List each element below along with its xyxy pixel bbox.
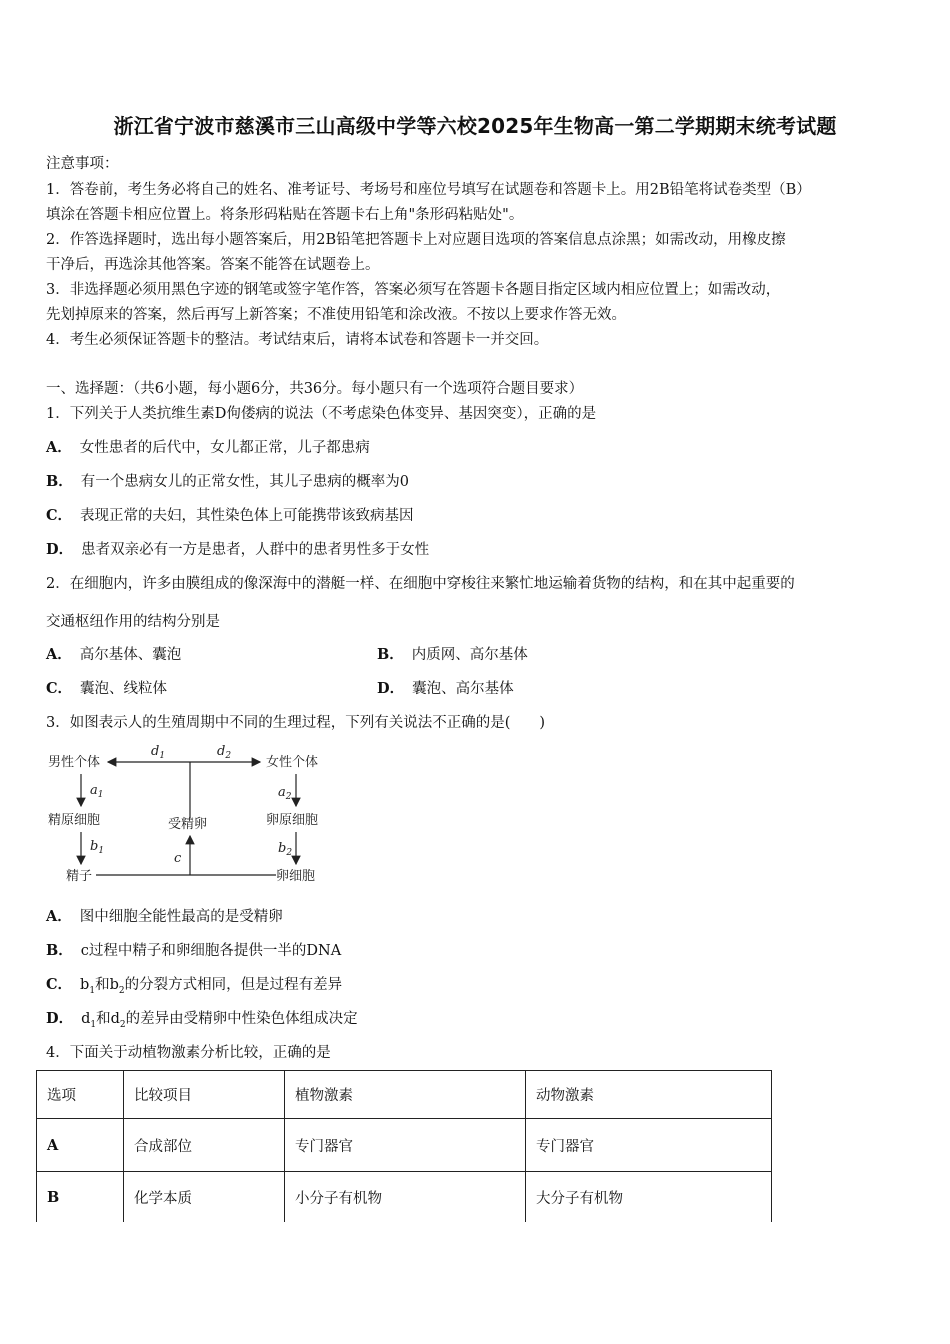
notice-line: 4．考生必须保证答题卡的整洁。考试结束后，请将本试卷和答题卡一并交回。 bbox=[46, 332, 549, 348]
option-label: D． bbox=[377, 680, 405, 697]
notice-line: 填涂在答题卡相应位置上。将条形码粘贴在答题卡右上角"条形码粘贴处"。 bbox=[46, 207, 524, 223]
notice-line: 干净后，再选涂其他答案。答案不能答在试题卷上。 bbox=[46, 257, 380, 273]
egg-cell: 卵细胞 bbox=[276, 869, 316, 884]
sperm: 精子 bbox=[66, 869, 93, 884]
option-text: 高尔基体、囊泡 bbox=[79, 647, 182, 663]
q1-option-c bbox=[46, 504, 414, 525]
option-label: C． bbox=[46, 976, 73, 993]
option-text: c过程中精子和卵细胞各提供一半的DNA bbox=[80, 943, 342, 959]
notice-heading: 注意事项： bbox=[46, 156, 119, 172]
option-label: B． bbox=[46, 473, 73, 490]
option-text: 囊泡、高尔基体 bbox=[412, 681, 514, 697]
notice-line: 2．作答选择题时，选出每小题答案后，用2B铅笔把答题卡上对应题目选项的答案信息点涂黑；如需改动，用橡皮擦 bbox=[46, 232, 786, 248]
table-header-cell: 选项 bbox=[37, 1071, 124, 1119]
option-label: A． bbox=[46, 646, 72, 663]
option-label: A． bbox=[46, 439, 72, 456]
b1-label: $b_1$ bbox=[90, 839, 105, 856]
option-text: $b_1$和$b_2$的分裂方式相同，但是过程有差异 bbox=[80, 977, 343, 996]
spermatogonium: 精原细胞 bbox=[48, 813, 101, 828]
table-cell: A bbox=[37, 1119, 124, 1172]
zygote: 受精卵 bbox=[168, 817, 208, 832]
notice-line: 3．非选择题必须用黑色字迹的钢笔或签字笔作答，答案必须写在答题卡各题目指定区域内相应位置上；如需改动， bbox=[46, 282, 781, 298]
male-individual: 男性个体 bbox=[48, 755, 101, 770]
reproduction-cycle-diagram bbox=[44, 738, 344, 888]
q3-option-d bbox=[46, 1007, 358, 1030]
question-1-stem: 1．下列关于人类抗维生素D佝偻病的说法（不考虑染色体变异、基因突变），正确的是 bbox=[46, 406, 597, 422]
option-text: $d_1$和$d_2$的差异由受精卵中性染色体组成决定 bbox=[81, 1011, 358, 1030]
table-cell: 大分子有机物 bbox=[526, 1172, 772, 1223]
section-heading: 一、选择题：（共6小题，每小题6分，共36分。每小题只有一个选项符合题目要求） bbox=[46, 381, 584, 397]
hormone-comparison-table bbox=[36, 1070, 772, 1222]
table-row bbox=[37, 1172, 772, 1223]
q3-option-a bbox=[46, 905, 283, 926]
question-4-stem: 4．下面关于动植物激素分析比较，正确的是 bbox=[46, 1045, 331, 1061]
option-text: 女性患者的后代中，女儿都正常，儿子都患病 bbox=[79, 440, 370, 456]
option-text: 表现正常的夫妇，其性染色体上可能携带该致病基因 bbox=[80, 508, 414, 524]
table-row bbox=[37, 1119, 772, 1172]
table-cell: 专门器官 bbox=[285, 1119, 526, 1172]
option-text: 囊泡、线粒体 bbox=[80, 681, 168, 697]
option-label: D． bbox=[46, 541, 74, 558]
table-header-cell: 植物激素 bbox=[285, 1071, 526, 1119]
option-text: 内质网、高尔基体 bbox=[411, 647, 528, 663]
q3-option-b bbox=[46, 939, 341, 960]
question-3-stem: 3．如图表示人的生殖周期中不同的生理过程，下列有关说法不正确的是( ) bbox=[46, 715, 546, 731]
b2-label: $b_2$ bbox=[278, 841, 293, 858]
page-title: 浙江省宁波市慈溪市三山高级中学等六校2025年生物高一第二学期期末统考试题 bbox=[113, 114, 837, 138]
table-cell: 专门器官 bbox=[526, 1119, 772, 1172]
table-header-cell: 比较项目 bbox=[124, 1071, 285, 1119]
d2-label: $d_2$ bbox=[217, 744, 232, 761]
table-cell: 合成部位 bbox=[124, 1119, 285, 1172]
question-2-stem-line1: 2．在细胞内，许多由膜组成的像深海中的潜艇一样、在细胞中穿梭往来繁忙地运输着货物的结构，和在其中起重要的 bbox=[46, 576, 795, 592]
table-header-cell: 动物激素 bbox=[526, 1071, 772, 1119]
q1-option-b bbox=[46, 470, 409, 491]
d1-label: $d_1$ bbox=[151, 744, 166, 761]
notice-line: 1．答卷前，考生务必将自己的姓名、准考证号、考场号和座位号填写在试题卷和答题卡上。用2B铅笔将试卷类型（B） bbox=[46, 182, 811, 198]
table-cell: B bbox=[37, 1172, 124, 1223]
option-text: 有一个患病女儿的正常女性，其儿子患病的概率为0 bbox=[80, 474, 409, 490]
a2-label: $a_2$ bbox=[278, 785, 292, 802]
table-header-row bbox=[37, 1071, 772, 1119]
q1-option-d bbox=[46, 538, 429, 559]
option-label: B． bbox=[46, 942, 73, 959]
option-label: C． bbox=[46, 507, 73, 524]
q3-option-c bbox=[46, 973, 342, 996]
option-text: 图中细胞全能性最高的是受精卵 bbox=[79, 909, 283, 925]
q2-option-b bbox=[377, 643, 528, 664]
c-label: c bbox=[174, 851, 182, 866]
option-label: C． bbox=[46, 680, 73, 697]
q2-option-d bbox=[377, 677, 514, 698]
table-cell: 化学本质 bbox=[124, 1172, 285, 1223]
q2-option-c bbox=[46, 677, 167, 698]
q1-option-a bbox=[46, 436, 370, 457]
a1-label: $a_1$ bbox=[90, 783, 104, 800]
q2-option-a bbox=[46, 643, 181, 664]
question-2-stem-line2: 交通枢纽作用的结构分别是 bbox=[46, 614, 220, 630]
oogonium: 卵原细胞 bbox=[266, 813, 319, 828]
option-label: B． bbox=[377, 646, 404, 663]
option-text: 患者双亲必有一方是患者，人群中的患者男性多于女性 bbox=[81, 542, 430, 558]
notice-line: 先划掉原来的答案，然后再写上新答案；不准使用铅笔和涂改液。不按以上要求作答无效。 bbox=[46, 307, 626, 323]
option-label: D． bbox=[46, 1010, 74, 1027]
female-individual: 女性个体 bbox=[266, 755, 319, 770]
option-label: A． bbox=[46, 908, 72, 925]
table-cell: 小分子有机物 bbox=[285, 1172, 526, 1223]
